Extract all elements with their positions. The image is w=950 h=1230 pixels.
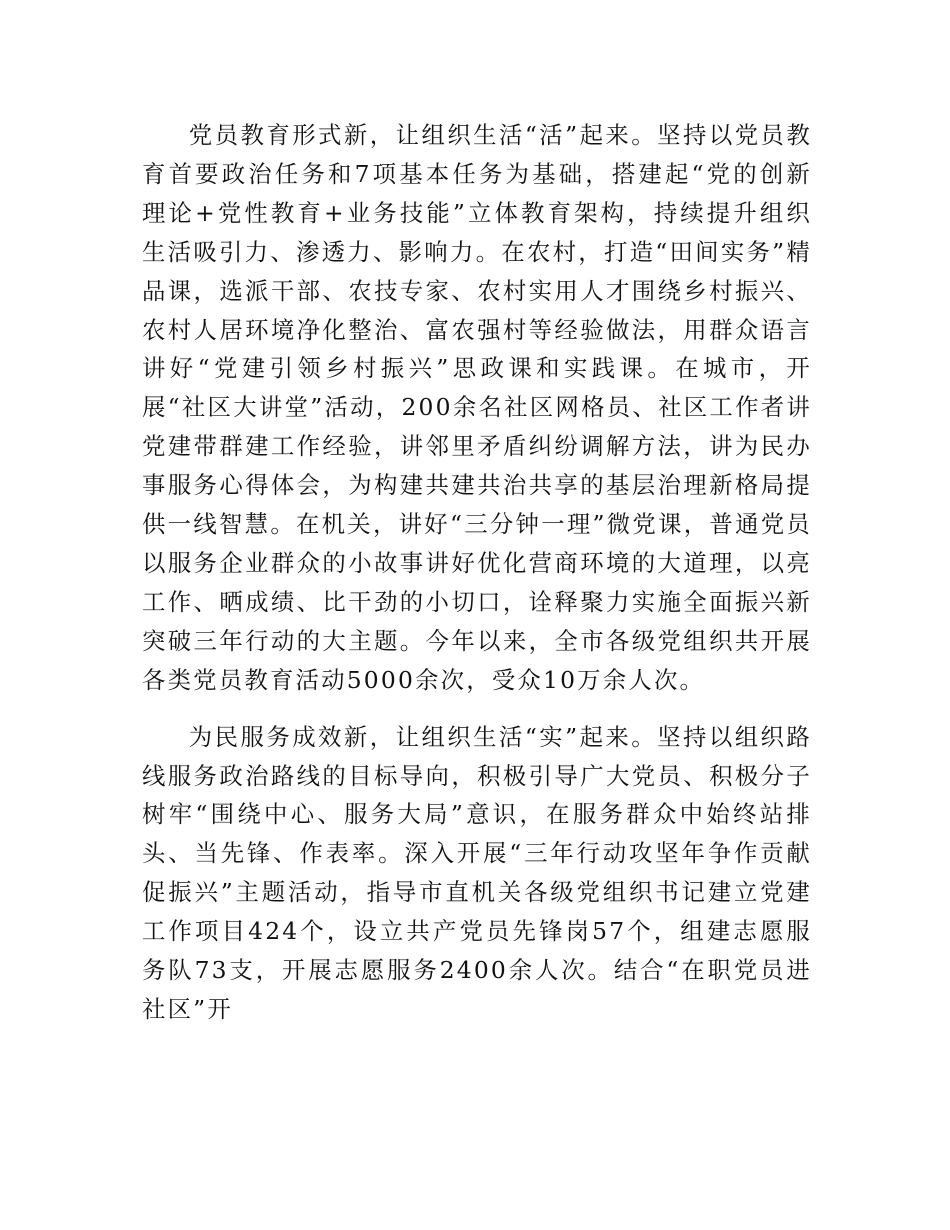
paragraph-party-member-education: 党员教育形式新，让组织生活“活”起来。坚持以党员教育首要政治任务和7项基本任务为基础，搭建起“党的创新理论+党性教育+业务技能”立体教育架构，持续提升组织生活吸引力、渗透力、影响力。在农村，打造“田间实务”精品课，选派干部、农技专家、农村实用人才围绕乡村振兴、农村人居环境净化整治、富农强村等经验做法，用群众语言讲好“党建引领乡村振兴”思政课和实践课。在城市，开展“社区大讲堂”活动，200余名社区网格员、社区工作者讲党建带群建工作经验，讲邻里矛盾纠纷调解方法，讲为民办事服务心得体会，为构建共建共治共享的基层治理新格局提供一线智慧。在机关，讲好“三分钟一理”微党课，普通党员以服务企业群众的小故事讲好优化营商环境的大道理，以亮工作、晒成绩、比干劲的小切口，诠释聚力实施全面振兴新突破三年行动的大主题。今年以来，全市各级党组织共开展各类党员教育活动5000余次，受众10万余人次。 xyxy=(142,121,812,694)
document-body xyxy=(142,116,812,1029)
paragraph-serving-the-people: 为民服务成效新，让组织生活“实”起来。坚持以组织路线服务政治路线的目标导向，积极引导广大党员、积极分子树牢“围绕中心、服务大局”意识，在服务群众中始终站排头、当先锋、作表率。深入开展“三年行动攻坚年争作贡献促振兴”主题活动，指导市直机关各级党组织书记建立党建工作项目424个，设立共产党员先锋岗57个，组建志愿服务队73支，开展志愿服务2400余人次。结合“在职党员进社区”开 xyxy=(142,722,812,1023)
